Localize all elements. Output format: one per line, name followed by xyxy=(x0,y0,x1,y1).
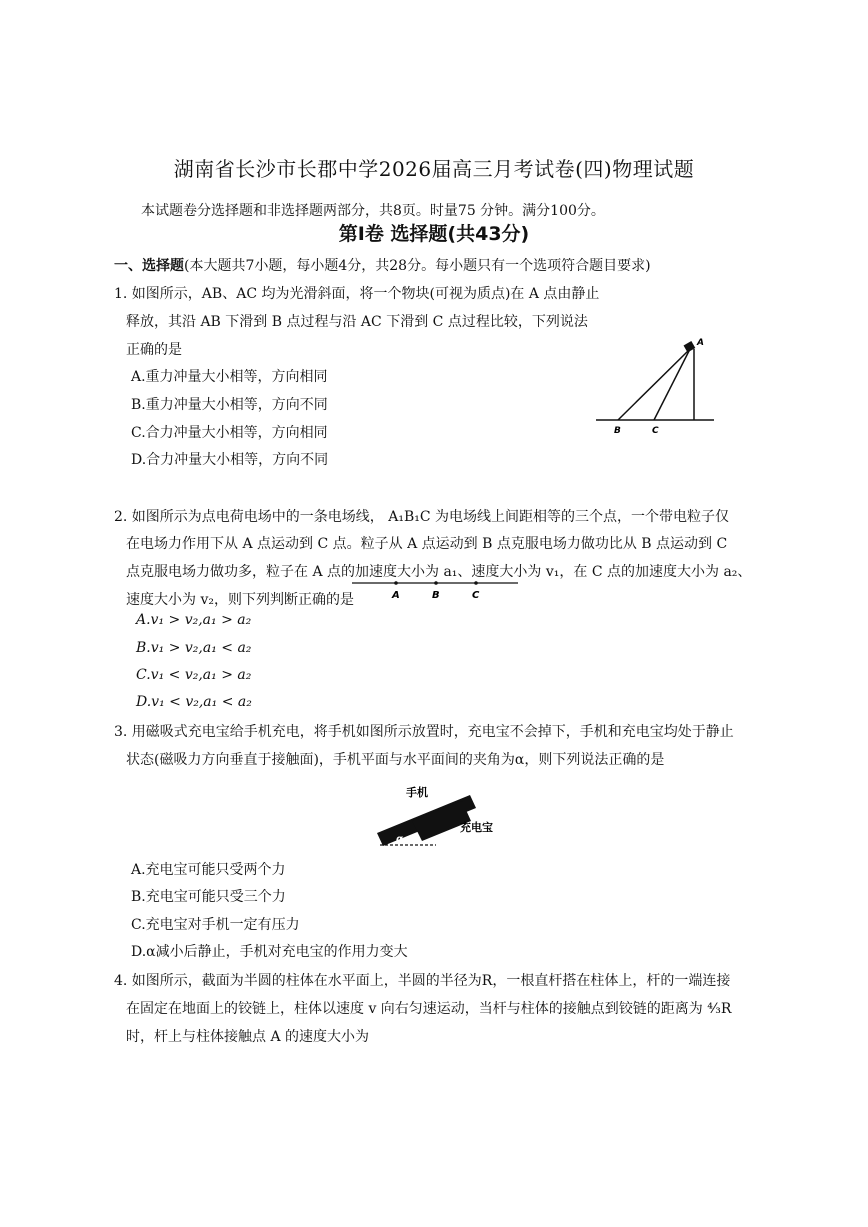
q1-option-a: A.重力冲量大小相等，方向相同 xyxy=(131,369,328,385)
q3-option-c: C.充电宝对手机一定有压力 xyxy=(131,917,300,933)
exam-title: 湖南省长沙市长郡中学2026届高三月考试卷(四)物理试题 xyxy=(173,157,695,181)
q2-option-b: B.v₁ > v₂,a₁ < a₂ xyxy=(136,640,252,656)
q2-point-c xyxy=(474,581,478,585)
q1-label-a: A xyxy=(697,338,704,348)
q1-line-2: 释放，其沿 AB 下滑到 B 点过程与沿 AC 下滑到 C 点过程比较，下列说法 xyxy=(126,314,588,330)
q2-point-a xyxy=(394,581,398,585)
q3-label-powerbank: 充电宝 xyxy=(460,821,493,834)
q1-line-3: 正确的是 xyxy=(126,342,182,358)
q3-label-phone: 手机 xyxy=(406,786,428,799)
q3-line-1: 3. 用磁吸式充电宝给手机充电，将手机如图所示放置时，充电宝不会掉下，手机和充电宝均处于静止 xyxy=(114,724,734,740)
q1-line-1: 1. 如图所示，AB、AC 均为光滑斜面，将一个物块(可视为质点)在 A 点由静止 xyxy=(114,286,600,302)
q1-incline-ac xyxy=(654,349,690,420)
q2-option-a: A.v₁ > v₂,a₁ > a₂ xyxy=(136,612,252,628)
q3-option-b: B.充电宝可能只受三个力 xyxy=(131,889,286,905)
q3-line-2: 状态(磁吸力方向垂直于接触面)，手机平面与水平面间的夹角为α，则下列说法正确的是 xyxy=(126,752,665,768)
q4-line-2: 在固定在地面上的铰链上，柱体以速度 v 向右匀速运动，当杆与柱体的接触点到铰链的距离为 ⁴⁄₃R xyxy=(126,1001,732,1017)
section-heading-note: (本大题共7小题，每小题4分，共28分。每小题只有一个选项符合题目要求) xyxy=(184,258,651,274)
q3-option-d: D.α减小后静止，手机对充电宝的作用力变大 xyxy=(131,944,408,960)
q2-label-c: C xyxy=(472,590,480,601)
q1-option-d: D.合力冲量大小相等，方向不同 xyxy=(131,452,329,468)
q2-point-b xyxy=(434,581,438,585)
q4-line-3: 时，杆上与柱体接触点 A 的速度大小为 xyxy=(126,1029,370,1045)
q3-option-a: A.充电宝可能只受两个力 xyxy=(131,862,286,878)
q3-label-angle: α xyxy=(396,834,403,845)
q2-field-line-figure xyxy=(350,575,522,603)
q2-line-2: 在电场力作用下从 A 点运动到 C 点。粒子从 A 点运动到 B 点克服电场力做功比从 B 点运动到 C xyxy=(126,536,728,552)
q3-phone-figure xyxy=(372,775,512,850)
q2-label-a: A xyxy=(392,590,400,601)
q2-option-d: D.v₁ < v₂,a₁ < a₂ xyxy=(136,694,252,710)
section-heading xyxy=(114,255,651,275)
q2-line-4: 速度大小为 v₂，则下列判断正确的是 xyxy=(126,592,354,608)
q1-label-b: B xyxy=(614,426,621,435)
section-heading-label: 一、选择题 xyxy=(114,258,184,274)
q1-label-c: C xyxy=(652,426,659,435)
q4-line-1: 4. 如图所示，截面为半圆的柱体在水平面上，半圆的半径为R，一根直杆搭在柱体上，杆的一端连接 xyxy=(114,973,731,989)
q1-incline-ab xyxy=(618,349,690,420)
q1-incline-figure xyxy=(590,335,720,435)
q2-label-b: B xyxy=(432,590,440,601)
part-title: 第Ⅰ卷 选择题(共43分) xyxy=(338,223,530,245)
q2-line-1: 2. 如图所示为点电荷电场中的一条电场线， A₁B₁C 为电场线上间距相等的三个点，一个带电粒子仅 xyxy=(114,509,730,525)
q1-option-c: C.合力冲量大小相等，方向相同 xyxy=(131,425,328,441)
q2-line-3: 点克服电场力做功多，粒子在 A 点的加速度大小为 a₁、速度大小为 v₁，在 C 点的加速度大小为 a₂、 xyxy=(126,564,752,580)
exam-intro: 本试题卷分选择题和非选择题两部分，共8页。时量75 分钟。满分100分。 xyxy=(141,203,605,219)
q1-option-b: B.重力冲量大小相等，方向不同 xyxy=(131,397,328,413)
q2-option-c: C.v₁ < v₂,a₁ > a₂ xyxy=(136,667,252,683)
